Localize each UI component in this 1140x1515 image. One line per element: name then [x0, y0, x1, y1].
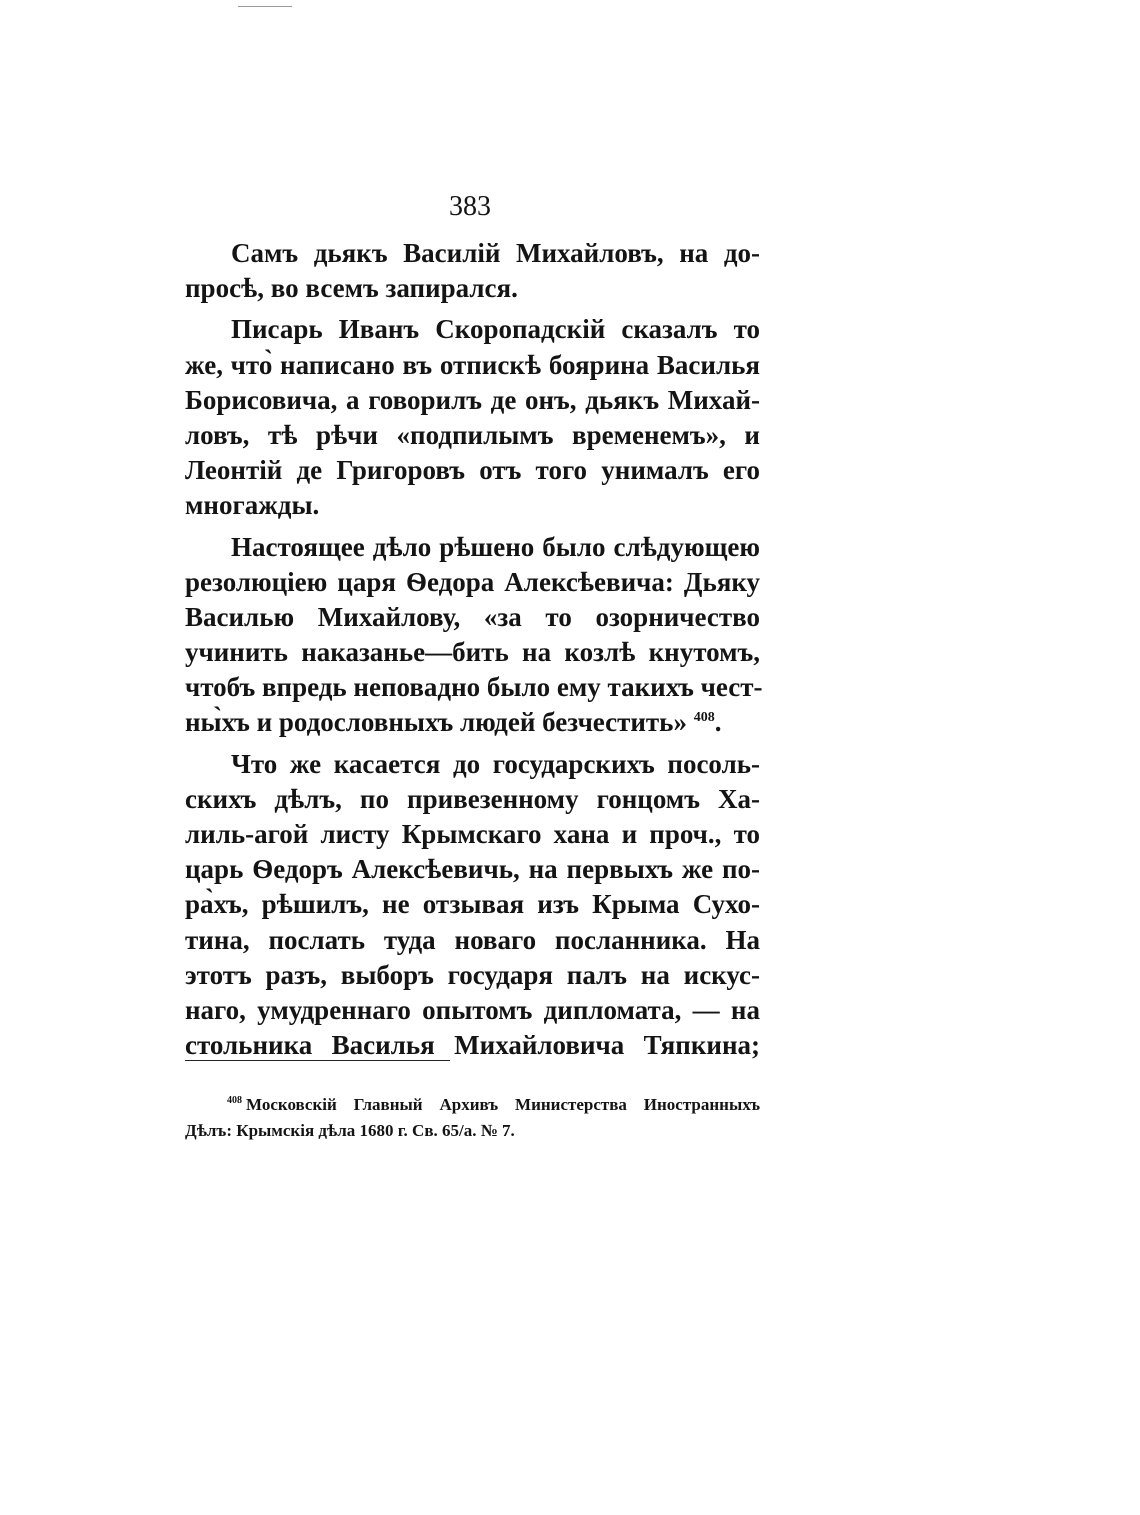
paragraph	[185, 236, 760, 306]
text-line: Что же касается до государскихъ посоль-	[231, 748, 760, 779]
text-line: ловъ, тѣ рѣчи «подпилымъ временемъ», и	[185, 419, 760, 450]
text-line: Самъ дьякъ Василiй Михайловъ, на до-	[231, 238, 760, 268]
footnote-reference[interactable]: 408	[693, 710, 715, 726]
text-line: резолюцiею царя Ѳедора Алексѣевича: Дьяку	[185, 566, 760, 597]
footnote-number: 408	[227, 1095, 242, 1107]
text-line: лиль-агой листу Крымскаго хана и проч., то	[185, 819, 760, 849]
text-line: же, что̀ написано въ отпискѣ боярина Василья	[185, 349, 760, 380]
text-line: ра̀хъ, рѣшилъ, не отзывая изъ Крыма Сухо-	[185, 889, 760, 920]
paragraph	[185, 312, 760, 523]
footnote	[185, 1092, 760, 1144]
page-number: 383	[449, 191, 491, 222]
text-line: стольника Василья Михайловича Тяпкина;	[185, 1030, 760, 1061]
main-text	[185, 236, 763, 1069]
paragraph	[185, 530, 763, 741]
footnote-divider	[185, 1060, 450, 1061]
text-line: скихъ дѣлъ, по привезенному гонцомъ Ха-	[185, 783, 760, 814]
text-line	[185, 705, 760, 740]
text-line: наго, умудреннаго опытомъ дипломата, — на	[185, 994, 760, 1025]
footnote-text: Московскiй Главный Архивъ Министерства Иностранныхъ	[246, 1095, 760, 1114]
text-line: просѣ, во всемъ запирался.	[185, 273, 518, 304]
footnote-line	[185, 1092, 760, 1118]
footnote-line: Дѣлъ: Крымскiя дѣла 1680 г. Св. 65/а. № 7.	[185, 1121, 515, 1140]
text-line: этотъ разъ, выборъ государя палъ на искус-	[185, 959, 760, 990]
text-line: Настоящее дѣло рѣшено было слѣдующею	[231, 531, 760, 562]
text-line: Писарь Иванъ Скоропадскiй сказалъ то	[231, 314, 760, 345]
text-line: Леонтiй де Григоровъ отъ того унималъ его	[185, 455, 760, 486]
trailing-punctuation: .	[714, 707, 722, 738]
text-line: учинить наказанье—бить на козлѣ кнутомъ,	[185, 637, 760, 668]
text-line: тина, послать туда новаго посланника. На	[185, 924, 760, 955]
text-line: Василью Михайлову, «за то озорничество	[185, 601, 760, 632]
text-line: Борисовича, а говорилъ де онъ, дьякъ Михай-	[185, 384, 760, 415]
text-line: многажды.	[185, 490, 320, 521]
text-line-content: ны̀хъ и родословныхъ людей безчестить»	[185, 707, 687, 738]
paragraph	[185, 747, 760, 1064]
scan-mark	[238, 6, 292, 7]
text-line: царь Ѳедоръ Алексѣевичь, на первыхъ же по-	[185, 854, 760, 885]
text-line: чтобъ впредь неповадно было ему такихъ чест-	[185, 672, 763, 703]
